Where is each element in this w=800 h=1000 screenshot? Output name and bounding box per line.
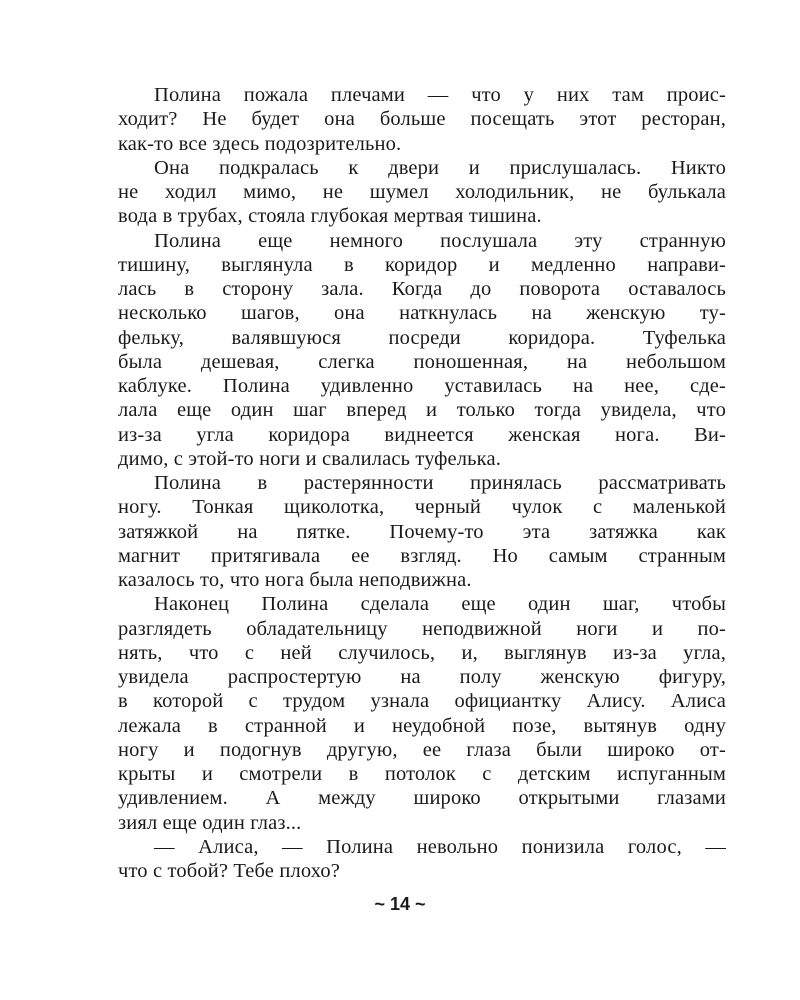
text-line: зиял еще один глаз... [118,811,302,834]
page-number: ~ 14 ~ [374,894,426,914]
text-line: ногу и подогнув другую, ее глаза были широко от- [118,738,726,761]
text-line: затяжкой на пятке. Почему-то эта затяжка как [118,520,726,543]
text-line: каблуке. Полина удивленно уставилась на нее, сде- [118,375,726,397]
text-line: из-за угла коридора виднеется женская нога. Ви- [118,423,726,446]
paragraph [118,83,726,156]
paragraph [118,229,726,472]
text-line: крыты и смотрели в потолок с детским испуганным [118,763,726,785]
text-line: как-то все здесь подозрительно. [118,132,402,155]
paragraph [118,156,726,229]
text-line: лежала в странной и неудобной позе, вытянув одну [118,714,726,737]
text-line: Полина в растерянности принялась рассматривать [154,472,726,494]
paragraph [118,471,726,592]
text-line: Полина пожала плечами — что у них там проис- [154,84,726,106]
text-line: магнит притягивала ее взгляд. Но самым странным [118,544,726,567]
text-line: несколько шагов, она наткнулась на женскую ту- [118,302,726,325]
text-line: Полина еще немного послушала эту странную [154,229,726,252]
text-line: удивлением. А между широко открытыми глазами [118,787,726,810]
text-line: нять, что с ней случилось, и, выглянув из-за угла, [118,641,726,664]
body-text [118,83,726,883]
text-line: тишину, выглянула в коридор и медленно направи- [118,253,726,276]
text-line: ходит? Не будет она больше посещать этот ресторан, [118,108,726,131]
text-line: лась в сторону зала. Когда до поворота оставалось [118,278,726,300]
text-line: фельку, валявшуюся посреди коридора. Туфелька [118,326,726,349]
text-line: — Алиса, — Полина невольно понизила голос, — [154,835,726,858]
text-line: увидела распростертую на полу женскую фигуру, [118,666,726,688]
text-line: Наконец Полина сделала еще один шаг, чтобы [154,593,726,616]
text-line: вода в трубах, стояла глубокая мертвая тишина. [118,205,542,228]
text-line: была дешевая, слегка поношенная, на небольшом [118,350,726,373]
paragraph [118,592,726,835]
text-line: димо, с этой-то ноги и свалилась туфелька. [118,447,501,470]
text-line: что с тобой? Тебе плохо? [118,860,340,882]
text-line: разглядеть обладательницу неподвижной ноги и по- [118,617,726,640]
text-line: не ходил мимо, не шумел холодильник, не булькала [118,181,726,203]
text-line: Она подкралась к двери и прислушалась. Никто [154,156,726,179]
text-line: казалось то, что нога была неподвижна. [118,569,472,591]
text-line: ногу. Тонкая щиколотка, черный чулок с маленькой [118,496,726,519]
paragraph [118,835,726,884]
text-line: лала еще один шаг вперед и только тогда увидела, что [118,399,726,422]
text-line: в которой с трудом узнала официантку Алису. Алиса [118,690,726,713]
